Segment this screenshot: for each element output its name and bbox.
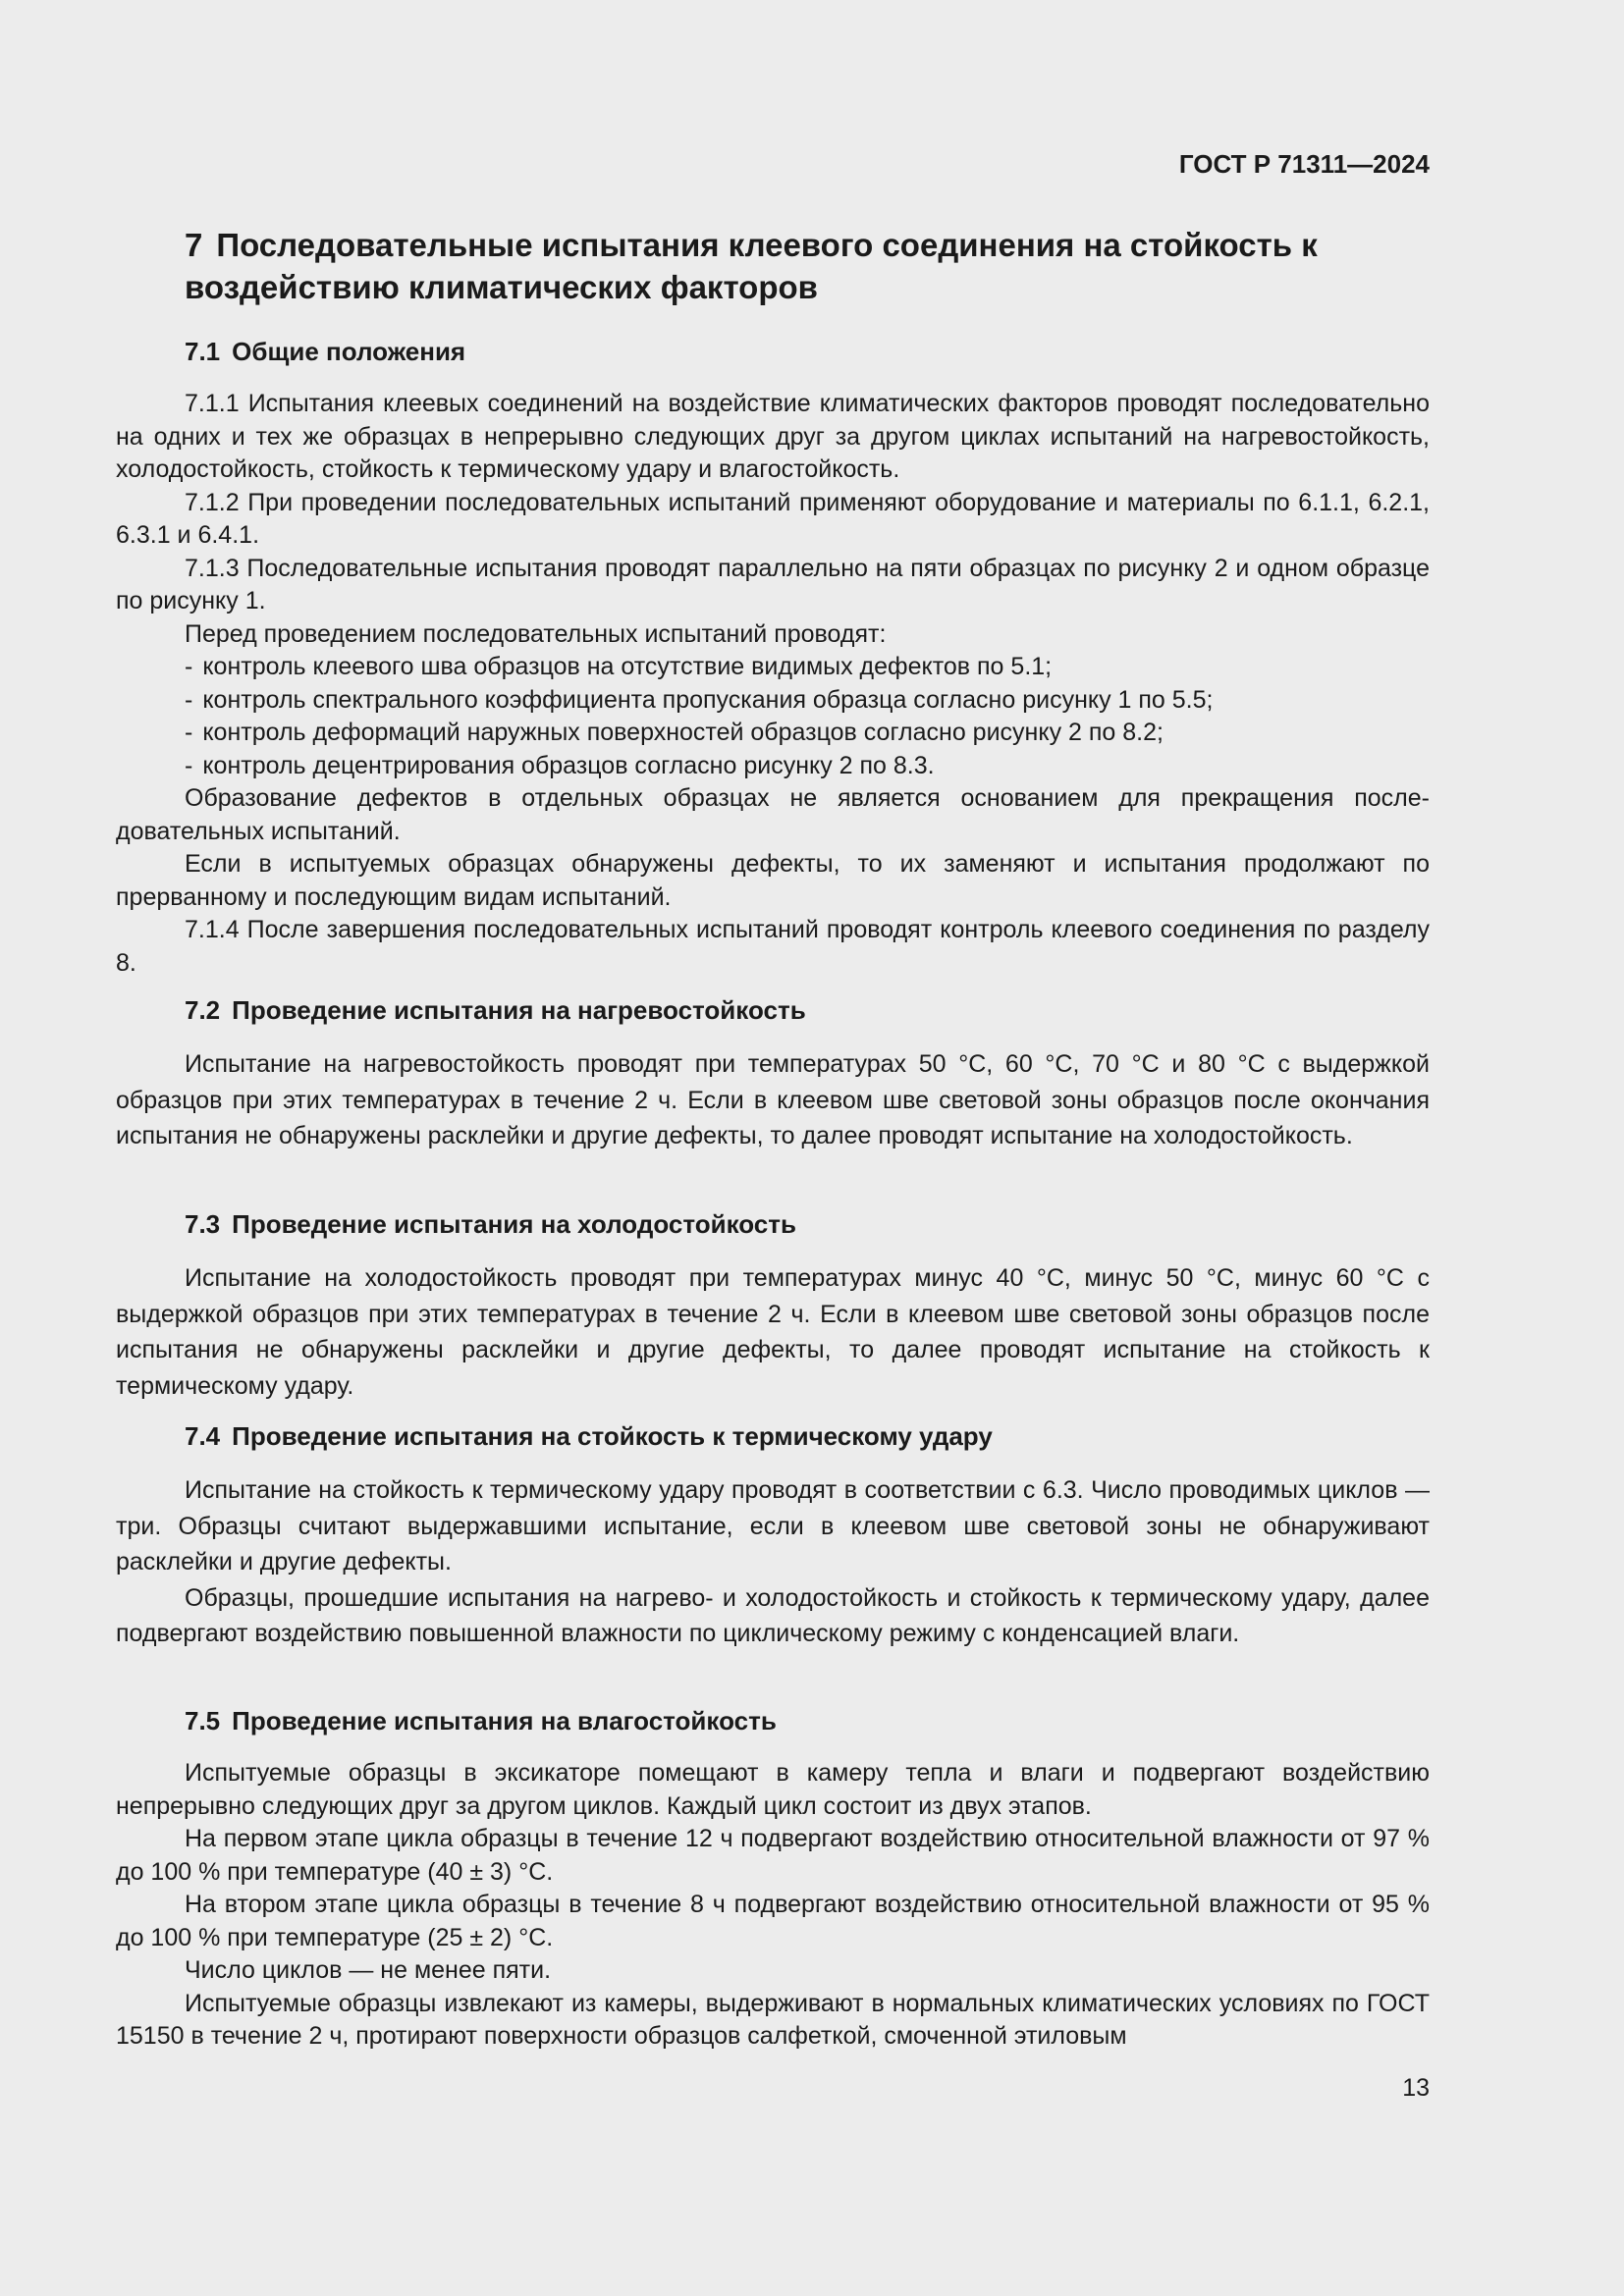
paragraph: Образцы, прошедшие испытания на нагрево- и холодостойкость и стойкость к термическому удару, далее подвергают воздействию повышенной влажности по циклическому режиму с конденсацией влаги. — [116, 1583, 1430, 1647]
paragraph-replacement: Если в испытуемых образцах обнаружены дефекты, то их заменяют и испытания продолжают по прерванному и последующим видам испытаний. — [116, 850, 1430, 911]
paragraph-7-1-3: 7.1.3 Последовательные испытания проводят параллельно на пяти образцах по рисунку 2 и одном образце по рисунку 1. — [116, 554, 1430, 614]
section-7-2 — [116, 993, 1430, 1154]
section-title — [185, 1704, 1430, 1737]
paragraph: На первом этапе цикла образцы в течение 12 ч подвергают воздействию относительной влажности от 97 % до 100 % при температуре (40 ± 3) °С. — [116, 1825, 1430, 1886]
list-item: - контроль спектрального коэффициента пропускания образца согласно рисунку 1 по 5.5; — [185, 685, 1214, 714]
chapter-title-text: Последовательные испытания клеевого соединения на стойкость к воздействию климатических факторов — [185, 227, 1318, 305]
control-list — [116, 651, 1430, 782]
section-7-1 — [116, 335, 1430, 980]
paragraph: Испытание на стойкость к термическому удару проводят в соответствии с 6.3. Число проводимых циклов — три. Образцы считают выдержавшими испытание, если в клеевом шве световой зоны не обнаруживают расклейки и другие дефекты. — [116, 1476, 1430, 1575]
list-item: - контроль децентрирования образцов согласно рисунку 2 по 8.3. — [185, 751, 935, 779]
document-code: ГОСТ Р 71311—2024 — [1178, 149, 1430, 179]
document-page — [116, 0, 1430, 2296]
paragraph: Испытуемые образцы извлекают из камеры, выдерживают в нормальных климатических условиях по ГОСТ 15150 в течение 2 ч, протирают поверхности образцов салфеткой, смоченной этиловым — [116, 1989, 1430, 2050]
paragraph: Испытание на холодостойкость проводят при температурах минус 40 °С, минус 50 °С, минус 60 °С с выдержкой образцов при этих температурах в течение 2 ч. Если в клеевом шве световой зоны образцов после испытания не обнаружены расклейки и другие дефекты, то далее проводят испытание на стойкость к термическому удару. — [116, 1264, 1430, 1400]
section-body — [116, 388, 1430, 980]
section-title — [185, 1207, 1430, 1241]
paragraph: На втором этапе цикла образцы в течение 8 ч подвергают воздействию относительной влажности от 95 % до 100 % при температуре (25 ± 2) °С. — [116, 1891, 1430, 1951]
paragraph-7-1-2: 7.1.2 При проведении последовательных испытаний применяют оборудование и материалы по 6.1.1, 6.2.1, 6.3.1 и 6.4.1. — [116, 488, 1430, 549]
section-body — [116, 1757, 1430, 2054]
paragraph: Испытуемые образцы в эксикаторе помещают в камеру тепла и влаги и подвергают воздействию непрерывно следующих друг за другом циклов. Каждый цикл состоит из двух этапов. — [116, 1759, 1430, 1820]
chapter-number: 7 — [185, 227, 203, 263]
section-7-5 — [116, 1704, 1430, 2054]
paragraph: Испытание на нагревостойкость проводят при температурах 50 °С, 60 °С, 70 °С и 80 °С с выдержкой образцов при этих температурах в течение 2 ч. Если в клеевом шве световой зоны образцов после окончания испытания не обнаружены расклейки и другие дефекты, то далее проводят испытание на холодостойкость. — [116, 1050, 1430, 1149]
paragraph-defects: Образование дефектов в отдельных образцах не является основанием для прекращения последовательных испытаний. — [116, 784, 1430, 845]
section-body — [116, 1046, 1430, 1154]
section-body — [116, 1260, 1430, 1404]
section-7-3 — [116, 1207, 1430, 1404]
section-title-text: Общие положения — [232, 337, 466, 366]
paragraph-before-tests: Перед проведением последовательных испытаний проводят: — [185, 619, 887, 648]
section-number: 7.1 — [185, 337, 221, 366]
section-number: 7.5 — [185, 1706, 221, 1735]
paragraph: Число циклов — не менее пяти. — [185, 1956, 552, 1984]
section-title-text: Проведение испытания на стойкость к термическому удару — [232, 1421, 993, 1451]
section-number: 7.3 — [185, 1209, 221, 1239]
paragraph-7-1-1: 7.1.1 Испытания клеевых соединений на воздействие климатических факторов проводят последовательно на одних и тех же образцах в непрерывно следующих друг за другом циклах испытаний на нагревостойкость, холодостойкость, стойкость к термическому удару и влагостойкость. — [116, 390, 1430, 483]
page-number: 13 — [1402, 2074, 1430, 2102]
section-number: 7.2 — [185, 995, 221, 1025]
paragraph-7-1-4: 7.1.4 После завершения последовательных испытаний проводят контроль клеевого соединения по разделу 8. — [116, 916, 1430, 977]
section-title — [185, 1419, 1430, 1453]
section-body — [116, 1472, 1430, 1652]
list-item: - контроль деформаций наружных поверхностей образцов согласно рисунку 2 по 8.2; — [185, 719, 1164, 746]
section-number: 7.4 — [185, 1421, 221, 1451]
section-title-text: Проведение испытания на холодостойкость — [232, 1209, 796, 1239]
section-title — [185, 335, 1430, 368]
section-title — [185, 993, 1430, 1027]
list-item: - контроль клеевого шва образцов на отсутствие видимых дефектов по 5.1; — [185, 653, 1053, 680]
section-title-text: Проведение испытания на влагостойкость — [232, 1706, 777, 1735]
section-title-text: Проведение испытания на нагревостойкость — [232, 995, 806, 1025]
section-7-4 — [116, 1419, 1430, 1652]
chapter-title — [185, 224, 1392, 308]
